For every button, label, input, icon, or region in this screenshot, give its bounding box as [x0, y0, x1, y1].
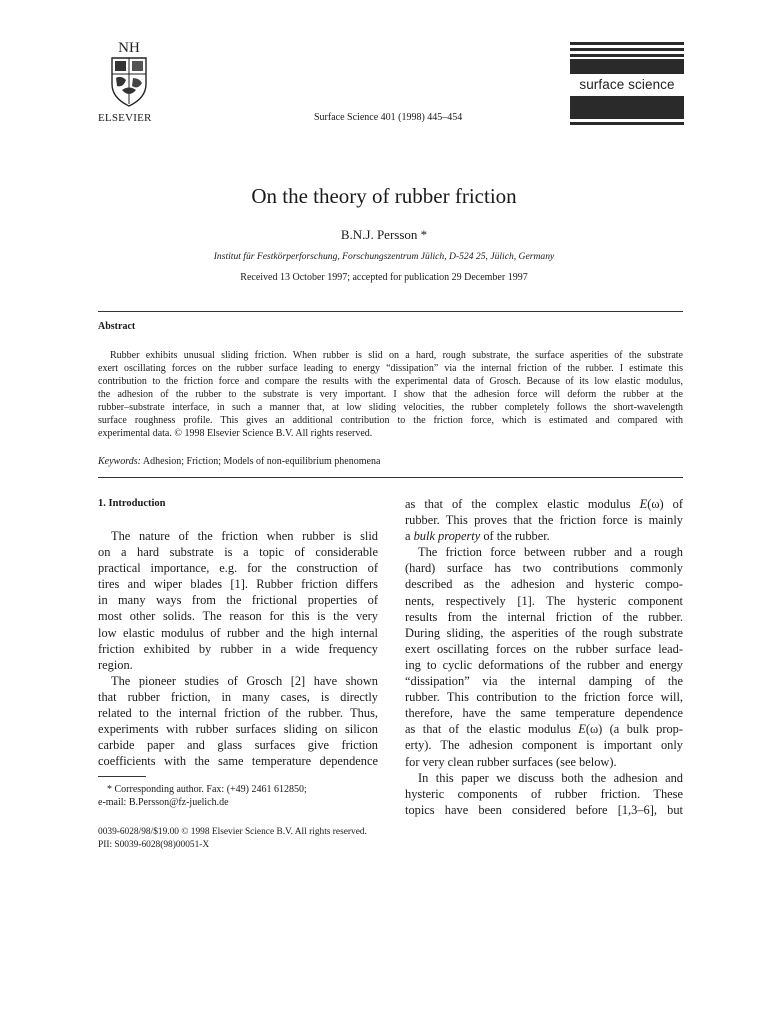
divider-bottom [98, 477, 683, 478]
body-line: “dissipation” via the internal damping of the [405, 674, 683, 689]
abstract-line: Rubber exhibits unusual sliding friction. When rubber is slid on a hard, rough substrate, the surface asperities of the substrate [110, 350, 683, 361]
abstract-line: contribution to the friction force and compare the results with the experimental data of Grosch. Because of its low elastic modulus, [98, 376, 683, 387]
keywords-text: Adhesion; Friction; Models of non-equilibrium phenomena [142, 456, 381, 467]
received-dates: Received 13 October 1997; accepted for publication 29 December 1997 [240, 272, 528, 283]
publisher-name: ELSEVIER [98, 112, 152, 124]
footnote-line: * Corresponding author. Fax: (+49) 2461 612850; [107, 784, 307, 795]
abstract-line: exert oscillating forces on the rubber surface leading to energy “dissipation” via the internal friction of the rubber. I estimate this [98, 363, 683, 374]
author-name: B.N.J. Persson * [340, 227, 428, 242]
body-line: rubber. This contribution to the friction force will, [405, 690, 683, 705]
section-heading: 1. Introduction [98, 498, 166, 509]
copyright-info [98, 826, 367, 852]
footnote [98, 783, 307, 809]
body-line: The pioneer studies of Grosch [2] have shown [111, 673, 378, 688]
body-line: During sliding, the asperities of the rough substrate [405, 625, 683, 640]
abstract-heading: Abstract [98, 321, 136, 332]
pii-line: PII: S0039-6028(98)00051-X [98, 840, 210, 850]
body-line: a bulk property of the rubber. [405, 529, 550, 544]
body-line: practical importance, e.g. for the construction of [98, 561, 378, 576]
body-line: erty). The adhesion component is important only [405, 738, 683, 753]
journal-citation: Surface Science 401 (1998) 445–454 [314, 112, 463, 123]
body-line: therefore, have the same temperature dependence [405, 706, 683, 721]
copyright-line: 0039-6028/98/$19.00 © 1998 Elsevier Science B.V. All rights reserved. [98, 827, 367, 837]
body-line: nents, respectively [1]. The hysteric component [405, 593, 683, 608]
body-line: region. [98, 657, 133, 672]
body-line: In this paper we discuss both the adhesion and [418, 770, 683, 785]
body-line: results from the internal friction of the rubber. [405, 609, 683, 624]
body-line: The nature of the friction when rubber is slid [111, 529, 378, 543]
logo-letters: NH [118, 40, 140, 56]
paper-title: On the theory of rubber friction [251, 184, 517, 208]
author-affiliation: Institut für Festkörperforschung, Forschungszentrum Jülich, D-524 25, Jülich, Germany [213, 251, 555, 262]
abstract-line: surface roughness profile. This gives an additional contribution to the friction force, which is estimated and compared with [98, 415, 683, 426]
body-line: that rubber friction, in many cases, is directly [98, 689, 378, 704]
body-line: coefficients with the same temperature dependence [98, 754, 378, 769]
body-line: (hard) surface has two contributions commonly [405, 561, 683, 576]
keywords [98, 456, 380, 467]
body-line: The friction force between rubber and a rough [418, 545, 683, 560]
journal-logo [570, 42, 684, 128]
body-line: on a hard substrate is a topic of considerable [98, 545, 378, 560]
right-column [405, 496, 683, 818]
body-line: as that of the elastic modulus E(ω) (a bulk prop- [405, 722, 683, 737]
elsevier-logo [98, 38, 160, 110]
body-line: low elastic modulus of rubber and the high internal [98, 625, 378, 640]
keywords-label: Keywords: [98, 456, 141, 467]
body-line: as that of the complex elastic modulus E(ω) of [405, 497, 683, 511]
body-line: hysteric components of rubber friction. These [405, 786, 683, 801]
journal-name: surface science [570, 74, 684, 96]
body-line: tires and wiper blades [1]. Rubber friction differs [98, 577, 378, 592]
body-line: most other solids. The reason for this is the very [98, 609, 378, 624]
body-line: in many ways from the frictional properties of [98, 593, 378, 608]
left-column [98, 528, 378, 769]
body-line: rubber. This proves that the friction force is mainly [405, 513, 683, 528]
divider-top [98, 311, 683, 312]
body-line: topics have been considered before [1,3–6], but [405, 802, 683, 817]
body-line: friction exhibited by rubber in a wide frequency [98, 641, 378, 656]
abstract-body [98, 349, 683, 440]
footnote-line: e-mail: B.Persson@fz-juelich.de [98, 797, 229, 808]
abstract-line: experimental data. © 1998 Elsevier Science B.V. All rights reserved. [98, 428, 373, 439]
abstract-line: the adhesion of the rubber to the substrate is very important. I show that the adhesion force will deform the rubber at the [98, 389, 683, 400]
body-line: ing to cyclic deformations of the rubber and energy [405, 657, 683, 672]
body-line: experiments with rubber surfaces sliding on silicon [98, 722, 378, 737]
body-line: described as the adhesion and hysteric compo- [405, 577, 683, 592]
footnote-rule [98, 776, 146, 777]
body-line: exert oscillating forces on the rubber surface lead- [405, 641, 683, 656]
body-line: related to the internal friction of the rubber. Thus, [98, 706, 378, 721]
body-line: for very clean rubber surfaces (see below). [405, 754, 617, 769]
body-line: carbide paper and glass surfaces give friction [98, 738, 378, 753]
abstract-line: rubber–substrate interface, in such a manner that, at low sliding velocities, the rubber completely follows the short-wavelength [98, 402, 683, 413]
